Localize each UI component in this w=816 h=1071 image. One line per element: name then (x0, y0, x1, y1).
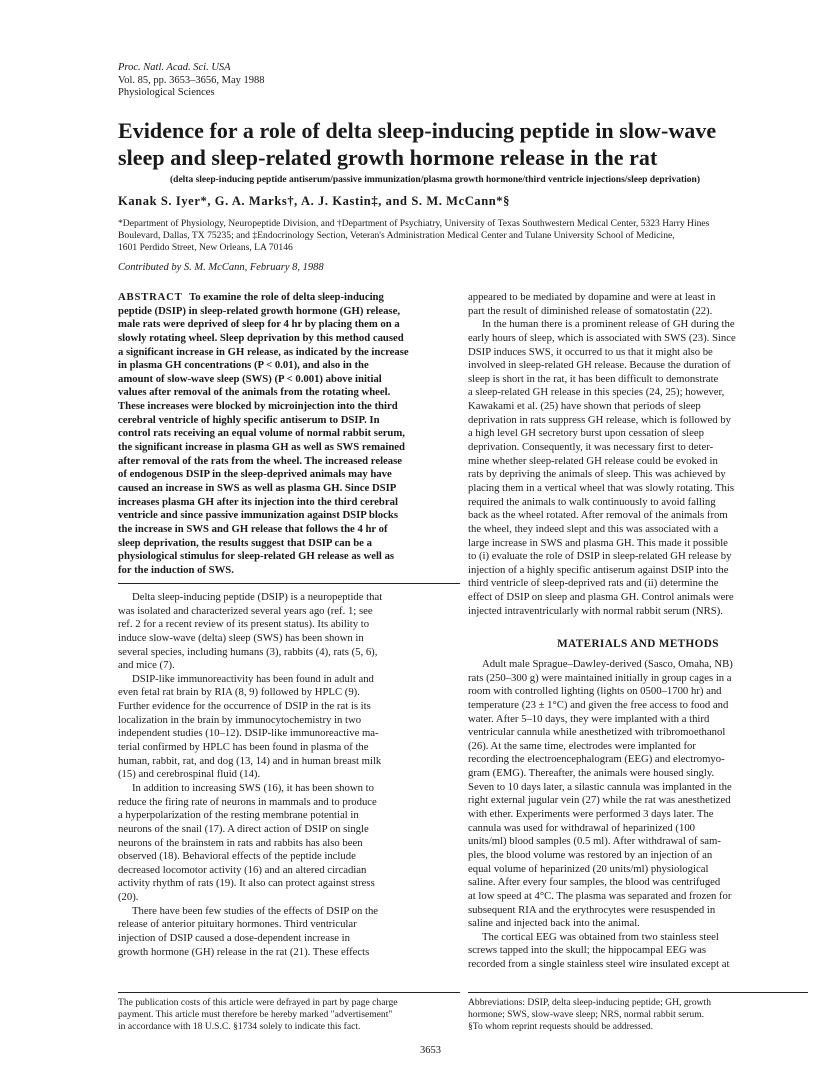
text-line: a hyperpolarization of the resting membrane potential in (118, 809, 359, 822)
text-line: and mice (7). (118, 659, 175, 672)
affiliations (118, 218, 738, 254)
text-line: mine whether sleep-related GH release could be evoked in (468, 454, 718, 467)
abstract-line: peptide (DSIP) in sleep-related growth hormone (GH) release, (118, 304, 400, 317)
footnote-line: in accordance with 18 U.S.C. §1734 solely to indicate this fact. (118, 1021, 361, 1032)
text-line: Further evidence for the occurrence of DSIP in the rat is its (118, 700, 371, 713)
text-line: appeared to be mediated by dopamine and were at least in (468, 291, 716, 303)
text-line: ref. 2 for a recent review of its present status). Its ability to (118, 618, 370, 631)
text-line: back as the wheel rotated. After removal of the animals from (468, 509, 728, 522)
text-line: DSIP-like immunoreactivity has been found in adult and (132, 672, 374, 685)
text-line: terial confirmed by HPLC has been found in plasma of the (118, 741, 369, 754)
affiliation-line: *Department of Physiology, Neuropeptide Division, and †Department of Psychiatry, University of Texas Southwestern Medical Center, 5323 Harry Hines (118, 218, 710, 229)
affiliation-line: Boulevard, Dallas, TX 75235; and ‡Endocrinology Section, Veteran's Administration Medical Center and Tulane University School of Medicine, (118, 230, 675, 241)
text-line: placing them in a vertical wheel that was slowly rotating. This (468, 481, 735, 494)
abstract-line: ventricle and since passive immunization against DSIP blocks (118, 509, 398, 522)
text-line: DSIP induces SWS, it occurred to us that it might also be (468, 345, 713, 358)
journal-section: Physiological Sciences (118, 87, 215, 98)
text-line: third ventricle of sleep-deprived rats and (ii) determine the (468, 577, 719, 590)
text-line: subsequent RIA and the erythrocytes were resuspended in (468, 903, 716, 916)
text-line: recorded from a single stainless steel wire insulated except at (468, 958, 730, 971)
text-line: units/ml) blood samples (0.5 ml). After withdrawal of sam- (468, 835, 721, 848)
abstract-line: amount of slow-wave sleep (SWS) (P < 0.001) above initial (118, 372, 382, 385)
text-line: large increase in SWS and plasma GH. This made it possible (468, 536, 728, 549)
text-line: injection of a highly specific antiserum against DSIP into the (468, 563, 729, 576)
keywords: (delta sleep-inducing peptide antiserum/passive immunization/plasma growth hormone/third ventricle injections/sleep deprivation) (170, 175, 700, 185)
text-line: screws tapped into the skull; the hippocampal EEG was (468, 944, 707, 957)
right-column-intro (468, 291, 808, 618)
text-line: equal volume of heparinized (20 units/ml) physiological (468, 862, 709, 875)
text-line: In addition to increasing SWS (16), it has been shown to (132, 781, 374, 794)
journal-volume: Vol. 85, pp. 3653–3656, May 1988 (118, 74, 265, 86)
abstract-line: These increases were blocked by microinjection into the third (118, 400, 398, 413)
abstract-heading: ABSTRACT (118, 291, 183, 303)
right-column-methods (468, 658, 808, 972)
left-column-body (118, 591, 460, 959)
text-line: ples, the blood volume was restored by an injection of an (468, 848, 713, 861)
text-line: In the human there is a prominent release of GH during the (482, 318, 735, 331)
affiliation-line: 1601 Perdido Street, New Orleans, LA 70146 (118, 242, 293, 253)
text-line: part the result of diminished release of somatostatin (22). (468, 304, 713, 317)
abstract-line: increases plasma GH after its injection into the third cerebral (118, 495, 398, 508)
abstract-line: for the induction of SWS. (118, 563, 234, 576)
text-line: The cortical EEG was obtained from two stainless steel (482, 930, 719, 943)
abstract-first-line (118, 291, 460, 305)
abstract-line: the significant increase in plasma GH as well as SWS remained (118, 441, 405, 454)
text-line: localization in the brain by immunocytochemistry in two (118, 713, 362, 726)
abstract-text: To examine the role of delta sleep-inducing (189, 291, 384, 303)
text-line: independent studies (10–12). DSIP-like immunoreactive ma- (118, 727, 379, 740)
text-line: injection of DSIP caused a dose-dependent increase in (118, 932, 350, 945)
text-line: sleep is short in the rat, it has been difficult to demonstrate (468, 372, 719, 385)
abstract-line: of endogenous DSIP in the sleep-deprived animals may have (118, 468, 392, 481)
abstract-line: cerebral ventricle of highly specific antiserum to DSIP. In (118, 413, 380, 426)
journal-header (118, 62, 265, 100)
text-line: (26). At the same time, electrodes were implanted for (468, 739, 696, 752)
abstract-line: after removal of the rats from the wheel. The increased release (118, 454, 403, 467)
text-line: a high level GH secretory burst upon cessation of sleep (468, 427, 704, 440)
text-line: injected intraventricularly with normal rabbit serum (NRS). (468, 604, 723, 617)
text-line: deprivation in rats suppress GH release, which is followed by (468, 413, 731, 426)
footnote-line: §To whom reprint requests should be addressed. (468, 1021, 654, 1032)
footnote-publication-costs (118, 997, 460, 1033)
page-number: 3653 (420, 1045, 441, 1056)
title-line: Evidence for a role of delta sleep-inducing peptide in slow-wave (118, 118, 717, 143)
text-line: temperature (23 ± 1°C) and given the free access to food and (468, 698, 729, 711)
text-line: (15) and cerebrospinal fluid (14). (118, 768, 261, 781)
text-line: observed (18). Behavioral effects of the peptide include (118, 850, 356, 863)
text-line: was isolated and characterized several years ago (ref. 1; see (118, 604, 373, 617)
text-line: neurons of the snail (17). A direct action of DSIP on single (118, 822, 369, 835)
abstract-divider (118, 583, 460, 584)
text-line: water. After 5–10 days, they were implanted with a third (468, 712, 710, 725)
text-line: right external jugular vein (27) while the rat was anesthetized (468, 794, 731, 807)
title-line: sleep and sleep-related growth hormone release in the rat (118, 145, 658, 170)
text-line: required the animals to walk continuously to avoid falling (468, 495, 716, 508)
text-line: release of anterior pituitary hormones. Third ventricular (118, 918, 357, 931)
footnote-divider-right (468, 992, 808, 993)
text-line: even fetal rat brain by RIA (8, 9) followed by HPLC (9). (118, 686, 360, 699)
footnote-line: payment. This article must therefore be hereby marked "advertisement" (118, 1009, 393, 1020)
footnote-abbreviations (468, 997, 808, 1033)
abstract-line: a significant increase in GH release, as indicated by the increase (118, 345, 409, 358)
abstract-line: in plasma GH concentrations (P < 0.01), and also in the (118, 359, 369, 372)
text-line: ventricular cannula while anesthetized with tribromoethanol (468, 726, 726, 739)
footnote-line: Abbreviations: DSIP, delta sleep-inducing peptide; GH, growth (468, 997, 712, 1008)
text-line: reduce the firing rate of neurons in mammals and to produce (118, 795, 377, 808)
text-line: neurons of the brainstem in rats and rabbits has also been (118, 836, 363, 849)
text-line: rats (250–300 g) were maintained initially in group cages in a (468, 671, 732, 684)
text-line: Delta sleep-inducing peptide (DSIP) is a neuropeptide that (132, 591, 383, 603)
footnote-divider-left (118, 992, 460, 993)
footnote-line: hormone; SWS, slow-wave sleep; NRS, normal rabbit serum. (468, 1009, 705, 1020)
text-line: saline and injected back into the animal. (468, 917, 640, 930)
abstract (118, 291, 460, 577)
text-line: activity rhythm of rats (19). It also can protect against stress (118, 877, 375, 890)
journal-name: Proc. Natl. Acad. Sci. USA (118, 62, 231, 73)
text-line: growth hormone (GH) release in the rat (21). These effects (118, 945, 370, 958)
text-line: effect of DSIP on sleep and plasma GH. Control animals were (468, 591, 734, 604)
text-line: human, rabbit, rat, and dog (13, 14) and in human breast milk (118, 754, 382, 767)
text-line: cannula was used for withdrawal of heparinized (100 (468, 821, 696, 834)
text-line: deprivation. Consequently, it was necessary first to deter- (468, 441, 714, 454)
text-line: room with controlled lighting (lights on 0500–1700 hr) and (468, 685, 722, 698)
section-heading-methods: MATERIALS AND METHODS (557, 638, 719, 650)
text-line: decreased locomotor activity (16) and an altered circadian (118, 863, 367, 876)
text-line: early hours of sleep, which is associated with SWS (23). Since (468, 331, 736, 344)
text-line: induce slow-wave (delta) sleep (SWS) has been shown in (118, 631, 364, 644)
text-line: gram (EMG). Thereafter, the animals were housed singly. (468, 767, 715, 780)
abstract-line: slowly rotating wheel. Sleep deprivation by this method caused (118, 331, 404, 344)
footnote-line: The publication costs of this article were defrayed in part by page charge (118, 997, 398, 1008)
abstract-line: the increase in SWS and GH release that follows the 4 hr of (118, 522, 388, 535)
abstract-line: male rats were deprived of sleep for 4 hr by placing them on a (118, 318, 400, 331)
text-line: There have been few studies of the effects of DSIP on the (132, 904, 379, 917)
text-line: Seven to 10 days later, a silastic cannula was implanted in the (468, 780, 732, 793)
text-line: the wheel, they indeed slept and this was associated with a (468, 522, 719, 535)
text-line: several species, including humans (3), rabbits (4), rats (5, 6), (118, 645, 378, 658)
contributed-by: Contributed by S. M. McCann, February 8, 1988 (118, 262, 324, 273)
abstract-line: caused an increase in SWS as well as plasma GH. Since DSIP (118, 481, 397, 494)
text-line: Adult male Sprague–Dawley-derived (Sasco, Omaha, NB) (482, 658, 733, 670)
text-line: saline. After every four samples, the blood was centrifuged (468, 876, 721, 889)
text-line: with ether. Experiments were performed 3 days later. The (468, 808, 714, 821)
text-line: a sleep-related GH release in this species (24, 25); however, (468, 386, 725, 399)
abstract-line: control rats receiving an equal volume of normal rabbit serum, (118, 427, 405, 440)
abstract-line: values after removal of the animals from the rotating wheel. (118, 386, 391, 399)
abstract-line: physiological stimulus for sleep-related GH release as well as (118, 550, 395, 563)
text-line: to (i) evaluate the role of DSIP in sleep-related GH release by (468, 550, 732, 563)
text-line: Kawakami et al. (25) have shown that periods of sleep (468, 400, 701, 413)
text-line: (20). (118, 891, 139, 904)
text-line: rats by depriving the animals of sleep. This was achieved by (468, 468, 726, 481)
text-line: involved in sleep-related GH release. Because the duration of (468, 359, 731, 372)
text-line: at low speed at 4°C. The plasma was separated and frozen for (468, 889, 732, 902)
article-title (118, 117, 758, 171)
author-list: Kanak S. Iyer*, G. A. Marks†, A. J. Kastin‡, and S. M. McCann*§ (118, 194, 511, 208)
abstract-line: sleep deprivation, the results suggest that DSIP can be a (118, 536, 372, 549)
text-line: recording the electroencephalogram (EEG) and electromyo- (468, 753, 725, 766)
